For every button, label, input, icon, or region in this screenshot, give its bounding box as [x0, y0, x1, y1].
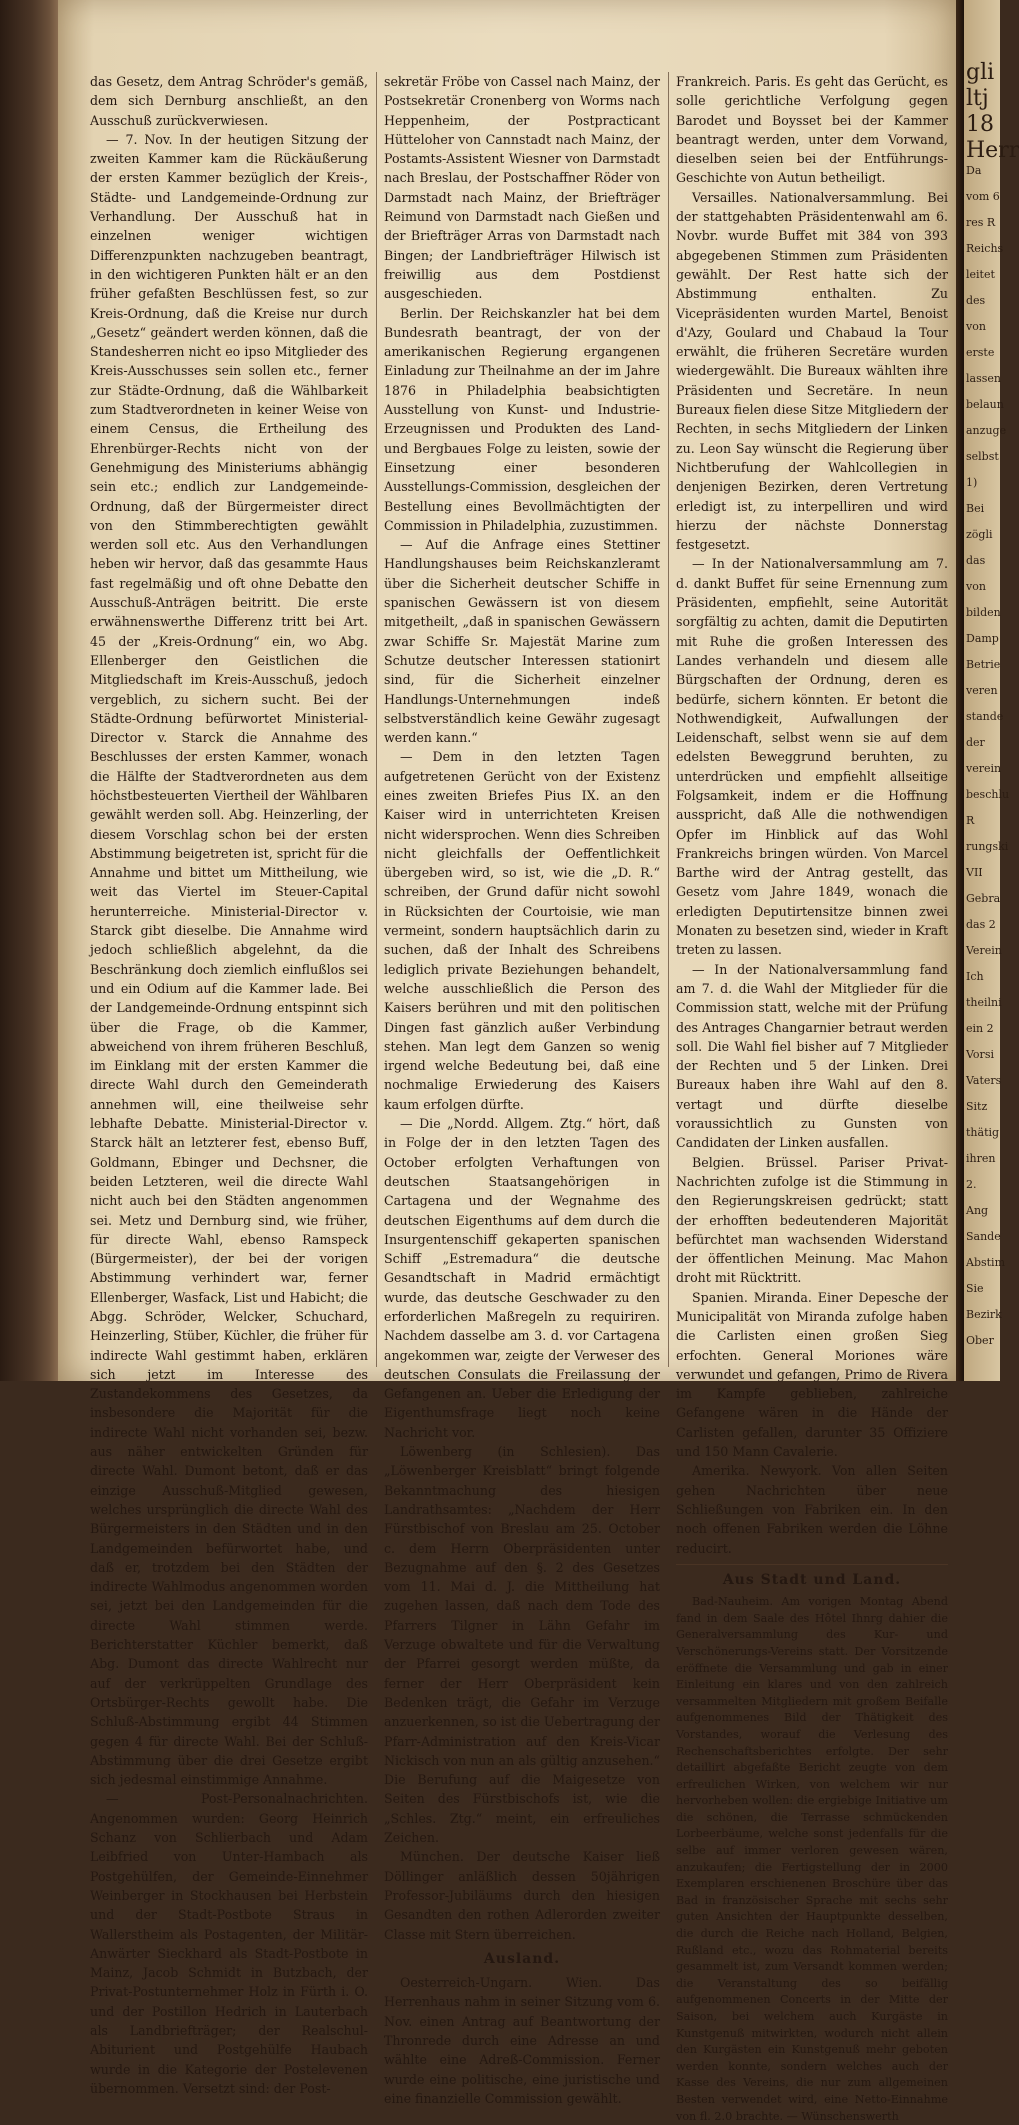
- paragraph: Spanien. Miranda. Einer Depesche der Municipalität von Miranda zufolge haben die Carlisten einen großen Sieg erfochten. General Moriones wäre verwundet und gefangen, Primo de Rivera im Kampfe geblieben, zahlreiche Gefangene wären in die Hände der Carlisten gefallen, darunter 35 Offiziere und 150 Mann Cavalerie.: [676, 1289, 948, 1460]
- paragraph: Löwenberg (in Schlesien). Das „Löwenberger Kreisblatt“ bringt folgende Bekanntmachung des hiesigen Landrathsamtes: „Nachdem der Herr Fürstbischof von Breslau am 25. October c. dem Herrn Oberpräsidenten unter Bezugnahme auf den §. 2 des Gesetzes vom 11. Mai d. J. die Mittheilung hat zugehen lassen, daß nach dem Tode des Pfarrers Tilgner in Lähn Gefahr im Verzuge obwaltete und für die Verwaltung der Pfarrei gesorgt werden müßte, da ferner der Herr Oberpräsident kein Bedenken trägt, die Gefahr im Verzuge anzuerkennen, so ist die Uebertragung der Pfarr-Administration auf den Kreis-Vicar Nickisch von nun an als gültig anzusehen.“ Die Berufung auf die Maigesetze von Seiten des Fürstbischofs ist, wie die „Schles. Ztg.“ meint, ein erfreuliches Zeichen.: [384, 1444, 660, 1846]
- book-binding-left: [0, 0, 58, 1381]
- section-heading-aus-stadt-und-land: Aus Stadt und Land.: [722, 1571, 902, 1588]
- fragment-text: ein 2: [966, 1022, 994, 1035]
- fragment-text: Bei: [966, 502, 985, 515]
- fragment-text: Verein: [966, 944, 1002, 957]
- fragment-text: Damp: [966, 632, 999, 645]
- fragment-text: thätig: [966, 1126, 1000, 1139]
- fragment-text: Herr: [966, 138, 1019, 163]
- fragment-text: das: [966, 554, 986, 567]
- fragment-text: gli: [966, 60, 995, 85]
- paragraph: München. Der deutsche Kaiser ließ Döllinger anläßlich dessen 50jährigen Professor-Jubiläums durch den hiesigen Gesandten den rothen Adlerorden zweiter Classe mit Stern überreichen.: [384, 1849, 660, 1942]
- fragment-text: theilni: [966, 996, 1002, 1009]
- paragraph: — In der Nationalversammlung am 7. d. dankt Buffet für seine Ernennung zum Präsidenten, empfiehlt, seine Autorität sorgfältig zu achten, damit die Deputirten mit Ruhe die großen Interessen des Landes verhandeln und diesem alle Bürgschaften der Ordnung, deren es bedürfe, sichern könnten. Er betont die Nothwendigkeit, Aufwallungen der Leidenschaft, selbst wenn sie auf dem edelsten Beweggrund beruhten, zu unterdrücken und empfiehlt allseitige Folgsamkeit, indem er die Hoffnung ausspricht, daß Alle die nothwendigen Opfer im Hinblick auf das Wohl Frankreichs bringen würden. Von Marcel Barthe wird der Antrag gestellt, das Gesetz vom Jahre 1849, wonach die erledigten Deputirtensitze binnen zwei Monaten zu besetzen sind, wieder in Kraft treten zu lassen.: [676, 556, 948, 958]
- fragment-text: Bezirk: [966, 1308, 1002, 1321]
- section-heading-ausland: Ausland.: [483, 1950, 561, 1967]
- fragment-text: von: [966, 580, 986, 593]
- fragment-text: vom 6: [966, 190, 1000, 203]
- fragment-text: ihren: [966, 1152, 996, 1165]
- fragment-text: Ober: [966, 1334, 994, 1347]
- fragment-text: der: [966, 736, 985, 749]
- column-2: [384, 72, 660, 2106]
- fragment-text: bilden: [966, 606, 1001, 619]
- fragment-text: Sitz: [966, 1100, 988, 1113]
- fragment-text: 1): [966, 476, 978, 489]
- paragraph: — Die „Nordd. Allgem. Ztg.“ hört, daß in Folge der in den letzten Tagen des October erfolgten Verhaftungen von deutschen Staatsangehörigen in Cartagena und der Wegnahme des deutschen Eigenthums auf dem durch die Insurgentenschiff gekaperten spanischen Schiff „Estremadura“ die deutsche Gesandtschaft in Madrid ermächtigt wurde, das deutsche Geschwader zu den erforderlichen Maßregeln zu requiriren. Nachdem dasselbe am 3. d. vor Cartagena angekommen war, zeigte der Verweser des deutschen Consulats die Freilassung der Gefangenen an. Ueber die Erledigung der Eigenthumsfrage liegt noch keine Nachricht vor.: [384, 1116, 660, 1440]
- fragment-text: beschlu: [966, 788, 1010, 801]
- fragment-text: lassen: [966, 372, 1001, 385]
- paragraph: — 7. Nov. In der heutigen Sitzung der zweiten Kammer kam die Rückäußerung der ersten Kammer bezüglich der Kreis-, Städte- und Landgemeinde-Ordnung zur Verhandlung. Der Ausschuß hat in einzelnen weniger wichtigen Differenzpunkten nachzugeben beantragt, in den wichtigeren Punkten hält er an den früher gefaßten Beschlüssen fest, so zur Kreis-Ordnung, daß die Kreise nur durch „Gesetz“ geändert werden können, daß die Standesherren nicht eo ipso Mitglieder des Kreis-Ausschusses sein sollen etc., ferner zur Städte-Ordnung, daß die Wählbarkeit zum Stadtverordneten in keiner Weise von einem Census, die Ertheilung des Ehrenbürger-Rechts nicht von der Genehmigung des Ministeriums abhängig sein etc.; endlich zur Landgemeinde-Ordnung, daß der Bürgermeister direct von den Stimmberechtigten gewählt werden soll etc. Aus den Verhandlungen heben wir hervor, daß das gesammte Haus fast regelmäßig und oft ohne Debatte den Ausschuß-Anträgen beitritt. Die erste erwähnenswerthe Differenz tritt bei Art. 45 der „Kreis-Ordnung“ ein, wo Abg. Ellenberger den Geistlichen die Mitgliedschaft im Kreis-Ausschuß, jedoch vergeblich, zu sichern sucht. Bei der Städte-Ordnung befürwortet Ministerial-Director v. Starck die Annahme des Beschlusses der ersten Kammer, wonach die Hälfte der Stadtverordneten aus dem höchstbesteuerten Viertheil der Wählbaren gewählt werden soll. Abg. Heinzerling, der diesem Vorschlag schon bei der ersten Abstimmung beigetreten ist, spricht für die Annahme und bittet um Mittheilung, wie weit das Viertel im Steuer-Capital herunterreiche. Ministerial-Director v. Starck gibt dieselbe. Die Annahme wird jedoch schließlich abgelehnt, da die Beschränkung doch ziemlich einflußlos sei und ein Odium auf die Kammer lade. Bei der Landgemeinde-Ordnung entspinnt sich über die Frage, ob die Kammer, abweichend von ihrem früheren Beschluß, im Einklang mit der ersten Kammer die directe Wahl durch den Gemeinderath annehmen will, eine theilweise sehr lebhafte Debatte. Ministerial-Director v. Starck hält an letzterer fest, ebenso Buff, Goldmann, Ebinger und Dechsner, die beiden Letzteren, weil die directe Wahl nicht auch bei den Städten angenommen sei. Metz und Dernburg sind, wie früher, für directe Wahl, ebenso Ramspeck (Bürgermeister), der bei der vorigen Abstimmung verhindert war, ferner Ellenberger, Wasfack, List und Habicht; die Abgg. Schröder, Welcker, Schuchard, Heinzerling, Stüber, Küchler, die früher für indirecte Wahl gestimmt haben, erklären sich jetzt im Interesse des Zustandekommens des Gesetzes, da insbesondere die Majorität für die indirecte Wahl nicht vorhanden sei, bezw. aus näher entwickelten Gründen für directe Wahl. Dumont betont, daß er das einzige Ausschuß-Mitglied gewesen, welches ursprünglich die directe Wahl des Bürgermeisters in den Städten und in den Landgemeinden befürwortet habe, und daß er, trotzdem bei den Städten der indirecte Wahlmodus angenommen worden sei, jetzt bei den Landgemeinden für die directe Wahl stimmen werde. Berichterstatter Küchler bemerkt, daß Abg. Dumont das directe Wahlrecht nur auf der verkrüppelten Grundlage des Ortsbürger-Rechts gewollt habe. Die Schluß-Abstimmung ergibt 44 Stimmen gegen 4 für directe Wahl. Bei der Schluß-Abstimmung über die drei Gesetze ergibt sich jedesmal einstimmige Annahme.: [90, 131, 368, 1788]
- fragment-text: Ich: [966, 970, 984, 983]
- paragraph: Belgien. Brüssel. Pariser Privat-Nachrichten zufolge ist die Stimmung in den Regierungskreisen gedrückt; statt der erhofften bedeutenderen Majorität befürchtet man wachsenden Widerstand der öffentlichen Meinung. Mac Mahon droht mit Rücktritt.: [676, 1154, 948, 1286]
- fragment-text: R: [966, 814, 975, 827]
- paragraph: Oesterreich-Ungarn. Wien. Das Herrenhaus nahm in seiner Sitzung vom 6. Nov. einen Antrag auf Beantwortung der Thronrede durch eine Adresse an und wählte eine Adreß-Commission. Ferner wurde eine politische, eine juristische und eine finanzielle Commission gewählt.: [384, 1975, 660, 2106]
- fragment-text: stande: [966, 710, 1004, 723]
- column-rule-2: [668, 72, 669, 1367]
- section-divider: [676, 1564, 948, 1565]
- paragraph: das Gesetz, dem Antrag Schröder's gemäß, dem sich Dernburg anschließt, an den Ausschuß zurückverwiesen.: [90, 74, 368, 128]
- column-3: [676, 72, 948, 2123]
- fragment-text: veren: [966, 684, 998, 697]
- fragment-text: belaun: [966, 398, 1004, 411]
- fragment-text: erste: [966, 346, 995, 359]
- fragment-text: des: [966, 294, 986, 307]
- fragment-text: 18: [966, 112, 994, 137]
- paragraph: Amerika. Newyork. Von allen Seiten gehen Nachrichten über neue Schließungen von Fabriken ein. In den noch offenen Fabriken werden die Löhne reducirt.: [676, 1463, 948, 1556]
- fragment-text: res R: [966, 216, 996, 229]
- fragment-text: Sie: [966, 1282, 984, 1295]
- fragment-text: Abstim: [966, 1256, 1005, 1269]
- paragraph: Frankreich. Paris. Es geht das Gerücht, es solle gerichtliche Verfolgung gegen Barodet und Boysset bei der Kammer beantragt werden, unter dem Vorwand, dieselben seien bei der Entführungs-Geschichte von Autun betheiligt.: [676, 74, 948, 186]
- fragment-text: anzuge: [966, 424, 1007, 437]
- paragraph: — In der Nationalversammlung fand am 7. d. die Wahl der Mitglieder für die Commission statt, welche mit der Prüfung des Antrages Changarnier betraut werden soll. Die Wahl fiel bisher auf 7 Mitglieder der Rechten und 5 der Linken. Drei Bureaux haben ihre Wahl auf den 8. vertagt und dürfte dieselbe voraussichtlich zu Gunsten von Candidaten der Linken ausfallen.: [676, 961, 948, 1151]
- fragment-text: Gebra: [966, 892, 1001, 905]
- paragraph: — Auf die Anfrage eines Stettiner Handlungshauses beim Reichskanzleramt über die Sicherheit deutscher Schiffe in spanischen Gewässern ist von diesem mitgetheilt, „daß in spanischen Gewässern zwar Schiffe Sr. Majestät Marine zum Schutze deutscher Interessen stationirt sind, für die Sicherheit einzelner Handlungs-Unternehmungen indeß selbstverständlich keine Gewähr zugesagt werden kann.“: [384, 537, 660, 746]
- book-gutter: [956, 0, 964, 1381]
- fragment-text: ltj: [966, 86, 989, 111]
- fragment-text: das 2: [966, 918, 996, 931]
- fragment-text: 2.: [966, 1178, 977, 1191]
- column-1: [90, 72, 368, 2096]
- paragraph: — Dem in den letzten Tagen aufgetretenen Gerücht von der Existenz eines zweiten Briefes Pius IX. an den Kaiser wird in unterrichteten Kreisen nicht widersprochen. Wenn dies Schreiben nicht gleichfalls der Oeffentlichkeit übergeben wird, so ist, wie die „D. R.“ schreiben, der Grund dafür nicht sowohl in Rücksichten der Courtoisie, wie man vermeint, sondern hauptsächlich darin zu suchen, daß der Inhalt des Schreibens lediglich private Beziehungen behandelt, welche ausschließlich die Person des Kaisers berühren und mit den politischen Dingen fast gänzlich außer Verbindung stehen. Man legt dem Ganzen so wenig irgend welche Bedeutung bei, daß eine nochmalige Erwiederung des Kaisers kaum erfolgen dürfte.: [384, 749, 660, 1112]
- fragment-text: Vorsi: [966, 1048, 994, 1061]
- paragraph: sekretär Fröbe von Cassel nach Mainz, der Postsekretär Cronenberg von Worms nach Heppenheim, der Postpracticant Hütteloher von Cannstadt nach Mainz, der Postamts-Assistent Wiesner von Darmstadt nach Breslau, der Postschaffner Röder von Darmstadt nach Mainz, der Briefträger Reimund von Darmstadt nach Gießen und der Briefträger Arras von Darmstadt nach Bingen; der Landbriefträger Hilwisch ist freiwillig aus dem Postdienst ausgeschieden.: [384, 74, 660, 302]
- fragment-text: Da: [966, 164, 982, 177]
- adjacent-page-fragment: [964, 0, 1019, 1381]
- fragment-text: Reichs: [966, 242, 1004, 255]
- paragraph: Versailles. Nationalversammlung. Bei der stattgehabten Präsidentenwahl am 6. Novbr. wurde Buffet mit 384 von 393 abgegebenen Stimmen zum Präsidenten gewählt. Der Rest hatte sich der Abstimmung enthalten. Zu Vicepräsidenten wurden Martel, Benoist d'Azy, Goulard und Chabaud la Tour erwählt, die früheren Secretäre wurden wiedergewählt. Die Bureaux wählten ihre Präsidenten und Secretäre. In neun Bureaux fielen diese Sitze Mitgliedern der Rechten, in sechs Mitgliedern der Linken zu. Leon Say wünscht die Regierung über Nichtberufung der Wahlcollegien in denjenigen Bezirken, deren Vertretung erledigt ist, zu interpelliren und wird hierzu der nächste Donnerstag festgesetzt.: [676, 189, 948, 553]
- fragment-text: verein: [966, 762, 1002, 775]
- fragment-text: selbst: [966, 450, 999, 463]
- fragment-text: Sande: [966, 1230, 1001, 1243]
- fragment-text: zögli: [966, 528, 993, 541]
- fragment-text: von: [966, 320, 986, 333]
- fragment-text: Ang: [966, 1204, 989, 1217]
- paragraph: Bad-Nauheim. Am vorigen Montag Abend fand in dem Saale des Hôtel Ihnrg dahier die Generalversammlung des Kur- und Verschönerungs-Vereins statt. Der Vorsitzende eröffnete die Versammlung und gab in einer Einleitung ein klares und von den zahlreich versammelten Mitgliedern mit großem Beifalle aufgenommenes Bild der Thätigkeit des Vorstandes, worauf die Verlesung des Rechenschaftsberichtes erfolgte. Der sehr detaillirt abgefaßte Bericht zeugte von dem erfreulichen Wirken, von welchem wir nur hervorheben wollen: die ergiebige Initiative um die schönen, die Terrasse schmückenden Lorbeerbäume, welche sonst jedenfalls für die selbe auf immer verloren gewesen wären, anzukaufen; die Fertigstellung der in 2000 Exemplaren erschienenen Broschüre über das Bad in französischer Sprache mit sechs sehr guten Ansichten der Hauptpunkte desselben, die durch die Reiche nach Holland, Belgien, Rußland etc., wozu das Rohmaterial bereits gesammelt ist, zum Versandt kommen werden; die Veranstaltung des so beifällig aufgenommenen Concerts in der Mitte der Saison, bei welchem auch Kurgäste in Kunstgenuß mitwirkten, wodurch nicht allein den Kurgästen ein Kunstgenuß mehr geboten werden konnte, sondern welches auch der Kasse des Vereins, die nur zum allgemeinen Besten verwendet wird, eine Netto-Einnahme von fl. 2.0 brachte. — Wünschenswerth: [676, 1595, 948, 2123]
- fragment-text: Vaters: [966, 1074, 1002, 1087]
- fragment-text: Betrie: [966, 658, 1001, 671]
- paragraph: Berlin. Der Reichskanzler hat bei dem Bundesrath beantragt, der von der amerikanischen Regierung ergangenen Einladung zur Theilnahme an der im Jahre 1876 in Philadelphia beabsichtigten Ausstellung von Kunst- und Industrie-Erzeugnissen und Produkten des Land- und Bergbaues Folge zu leisten, sowie der Einsetzung einer besonderen Ausstellungs-Commission, desgleichen der Bestellung eines Bevollmächtigten der Commission in Philadelphia, zuzustimmen.: [384, 305, 660, 533]
- column-rule-1: [376, 72, 377, 1367]
- fragment-text: leitet: [966, 268, 995, 281]
- fragment-text: VII: [966, 866, 983, 879]
- fragment-text: rungski: [966, 840, 1009, 853]
- paragraph: — Post-Personalnachrichten. Angenommen wurden: Georg Heinrich Schanz von Schlierbach und Adam Leibfried von Unter-Hambach als Postgehülfen, der Gemeinde-Einnehmer Weinberger in Stockhausen bei Herbstein und der Stadt-Postbote Straus in Wallerstheim als Postagenten, der Militär-Anwärter Sieckhard als Stadt-Postbote in Mainz, Jacob Schmidt in Butzbach, der Privat-Postunternehmer Holz in Fürth i. O. und der Postillon Hedrich in Lauterbach als Landbriefträger; der Realschul-Abiturient und Postgehülfe Haubach wurde in die Kategorie der Postelevenen übernommen. Versetzt sind: der Post-: [90, 1791, 368, 2096]
